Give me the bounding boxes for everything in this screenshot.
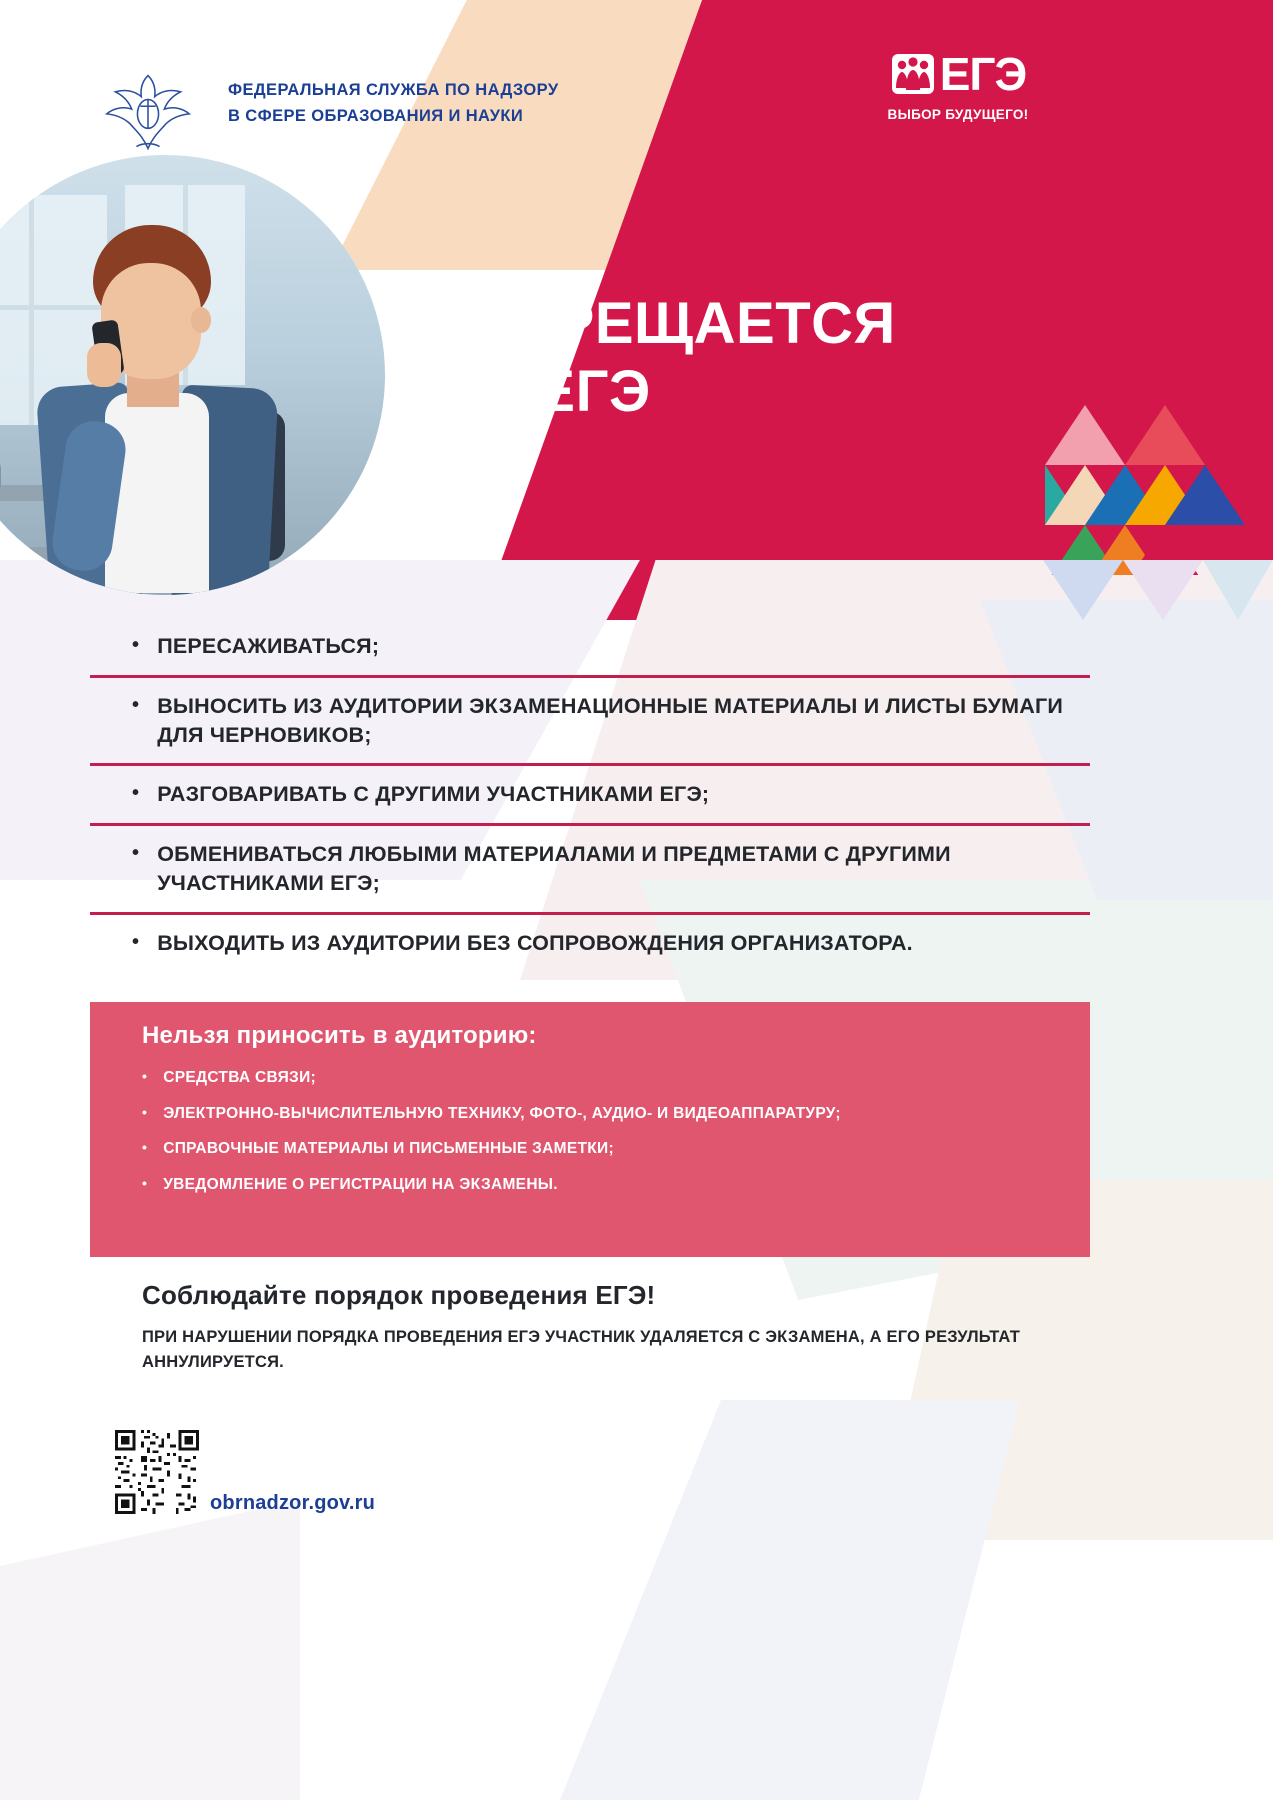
list-item-label: ЭЛЕКТРОННО-ВЫЧИСЛИТЕЛЬНУЮ ТЕХНИКУ, ФОТО-, АУДИО- И ВИДЕОАППАРАТУРУ;	[163, 1104, 841, 1122]
page-title-line-1: ЗАПРЕЩАЕТСЯ	[435, 291, 896, 356]
list-item	[142, 1131, 1050, 1167]
bullet-icon: •	[142, 1068, 148, 1084]
forbidden-items-title: Нельзя приносить в аудиторию:	[142, 1022, 537, 1049]
bullet-icon: •	[132, 930, 140, 953]
forbidden-items-block	[90, 1002, 1090, 1257]
agency-line-1: ФЕДЕРАЛЬНАЯ СЛУЖБА ПО НАДЗОРУ	[228, 81, 559, 99]
list-item	[142, 1096, 1050, 1132]
website-link[interactable]: obrnadzor.gov.ru	[210, 1492, 376, 1514]
bullet-icon: •	[132, 693, 140, 716]
list-item-label: ОБМЕНИВАТЬСЯ ЛЮБЫМИ МАТЕРИАЛАМИ И ПРЕДМЕТАМИ С ДРУГИМИ УЧАСТНИКАМИ ЕГЭ;	[157, 842, 951, 895]
pale-shape-5	[560, 1400, 1020, 1800]
pale-shape-6	[0, 1500, 300, 1800]
forbidden-items-list	[90, 1060, 1090, 1203]
qr-code-icon[interactable]	[115, 1430, 199, 1514]
list-item-label: УВЕДОМЛЕНИЕ О РЕГИСТРАЦИИ НА ЭКЗАМЕНЫ.	[163, 1176, 558, 1194]
ege-logo-tagline: ВЫБОР БУДУЩЕГО!	[887, 107, 1029, 122]
triangle-mosaic	[1045, 405, 1265, 575]
student-figure	[35, 225, 285, 595]
list-item	[142, 1060, 1050, 1096]
prohibited-list	[90, 618, 1090, 972]
footer-heading: Соблюдайте порядок проведения ЕГЭ!	[142, 1280, 656, 1310]
ege-logo-text: ЕГЭ	[939, 48, 1027, 100]
bullet-icon: •	[132, 782, 140, 805]
ege-logo	[868, 47, 1048, 122]
list-item	[90, 826, 1090, 912]
list-item-label: РАЗГОВАРИВАТЬ С ДРУГИМИ УЧАСТНИКАМИ ЕГЭ;	[157, 782, 710, 807]
footer-note: ПРИ НАРУШЕНИИ ПОРЯДКА ПРОВЕДЕНИЯ ЕГЭ УЧАСТНИК УДАЛЯЕТСЯ С ЭКЗАМЕНА, А ЕГО РЕЗУЛЬТАТ АННУЛИРУЕТСЯ.	[142, 1328, 1021, 1371]
bullet-icon: •	[142, 1103, 148, 1120]
page-title	[435, 290, 896, 427]
list-item	[142, 1167, 1050, 1203]
bullet-icon: •	[132, 634, 140, 656]
rosobrnadzor-emblem-icon	[100, 64, 196, 160]
list-item-label: ВЫНОСИТЬ ИЗ АУДИТОРИИ ЭКЗАМЕНАЦИОННЫЕ МАТЕРИАЛЫ И ЛИСТЫ БУМАГИ ДЛЯ ЧЕРНОВИКОВ;	[157, 693, 1063, 747]
list-item	[90, 618, 1090, 675]
list-item-label: ВЫХОДИТЬ ИЗ АУДИТОРИИ БЕЗ СОПРОВОЖДЕНИЯ ОРГАНИЗАТОРА.	[157, 930, 913, 955]
bullet-icon: •	[142, 1175, 148, 1192]
page-title-line-2: НА ЕГЭ	[435, 359, 651, 425]
agency-line-2: В СФЕРЕ ОБРАЗОВАНИЯ И НАУКИ	[228, 106, 524, 125]
student-photo	[0, 155, 385, 595]
bullet-icon: •	[132, 842, 140, 865]
ege-figures-icon	[890, 48, 936, 100]
list-item-label: СРЕДСТВА СВЯЗИ;	[163, 1069, 316, 1086]
list-item	[90, 678, 1090, 764]
bullet-icon: •	[142, 1139, 148, 1156]
list-item-label: ПЕРЕСАЖИВАТЬСЯ;	[157, 634, 380, 658]
list-item-label: СПРАВОЧНЫЕ МАТЕРИАЛЫ И ПИСЬМЕННЫЕ ЗАМЕТКИ;	[163, 1140, 614, 1158]
list-item	[90, 915, 1090, 972]
agency-name	[228, 78, 559, 129]
list-item	[90, 766, 1090, 823]
